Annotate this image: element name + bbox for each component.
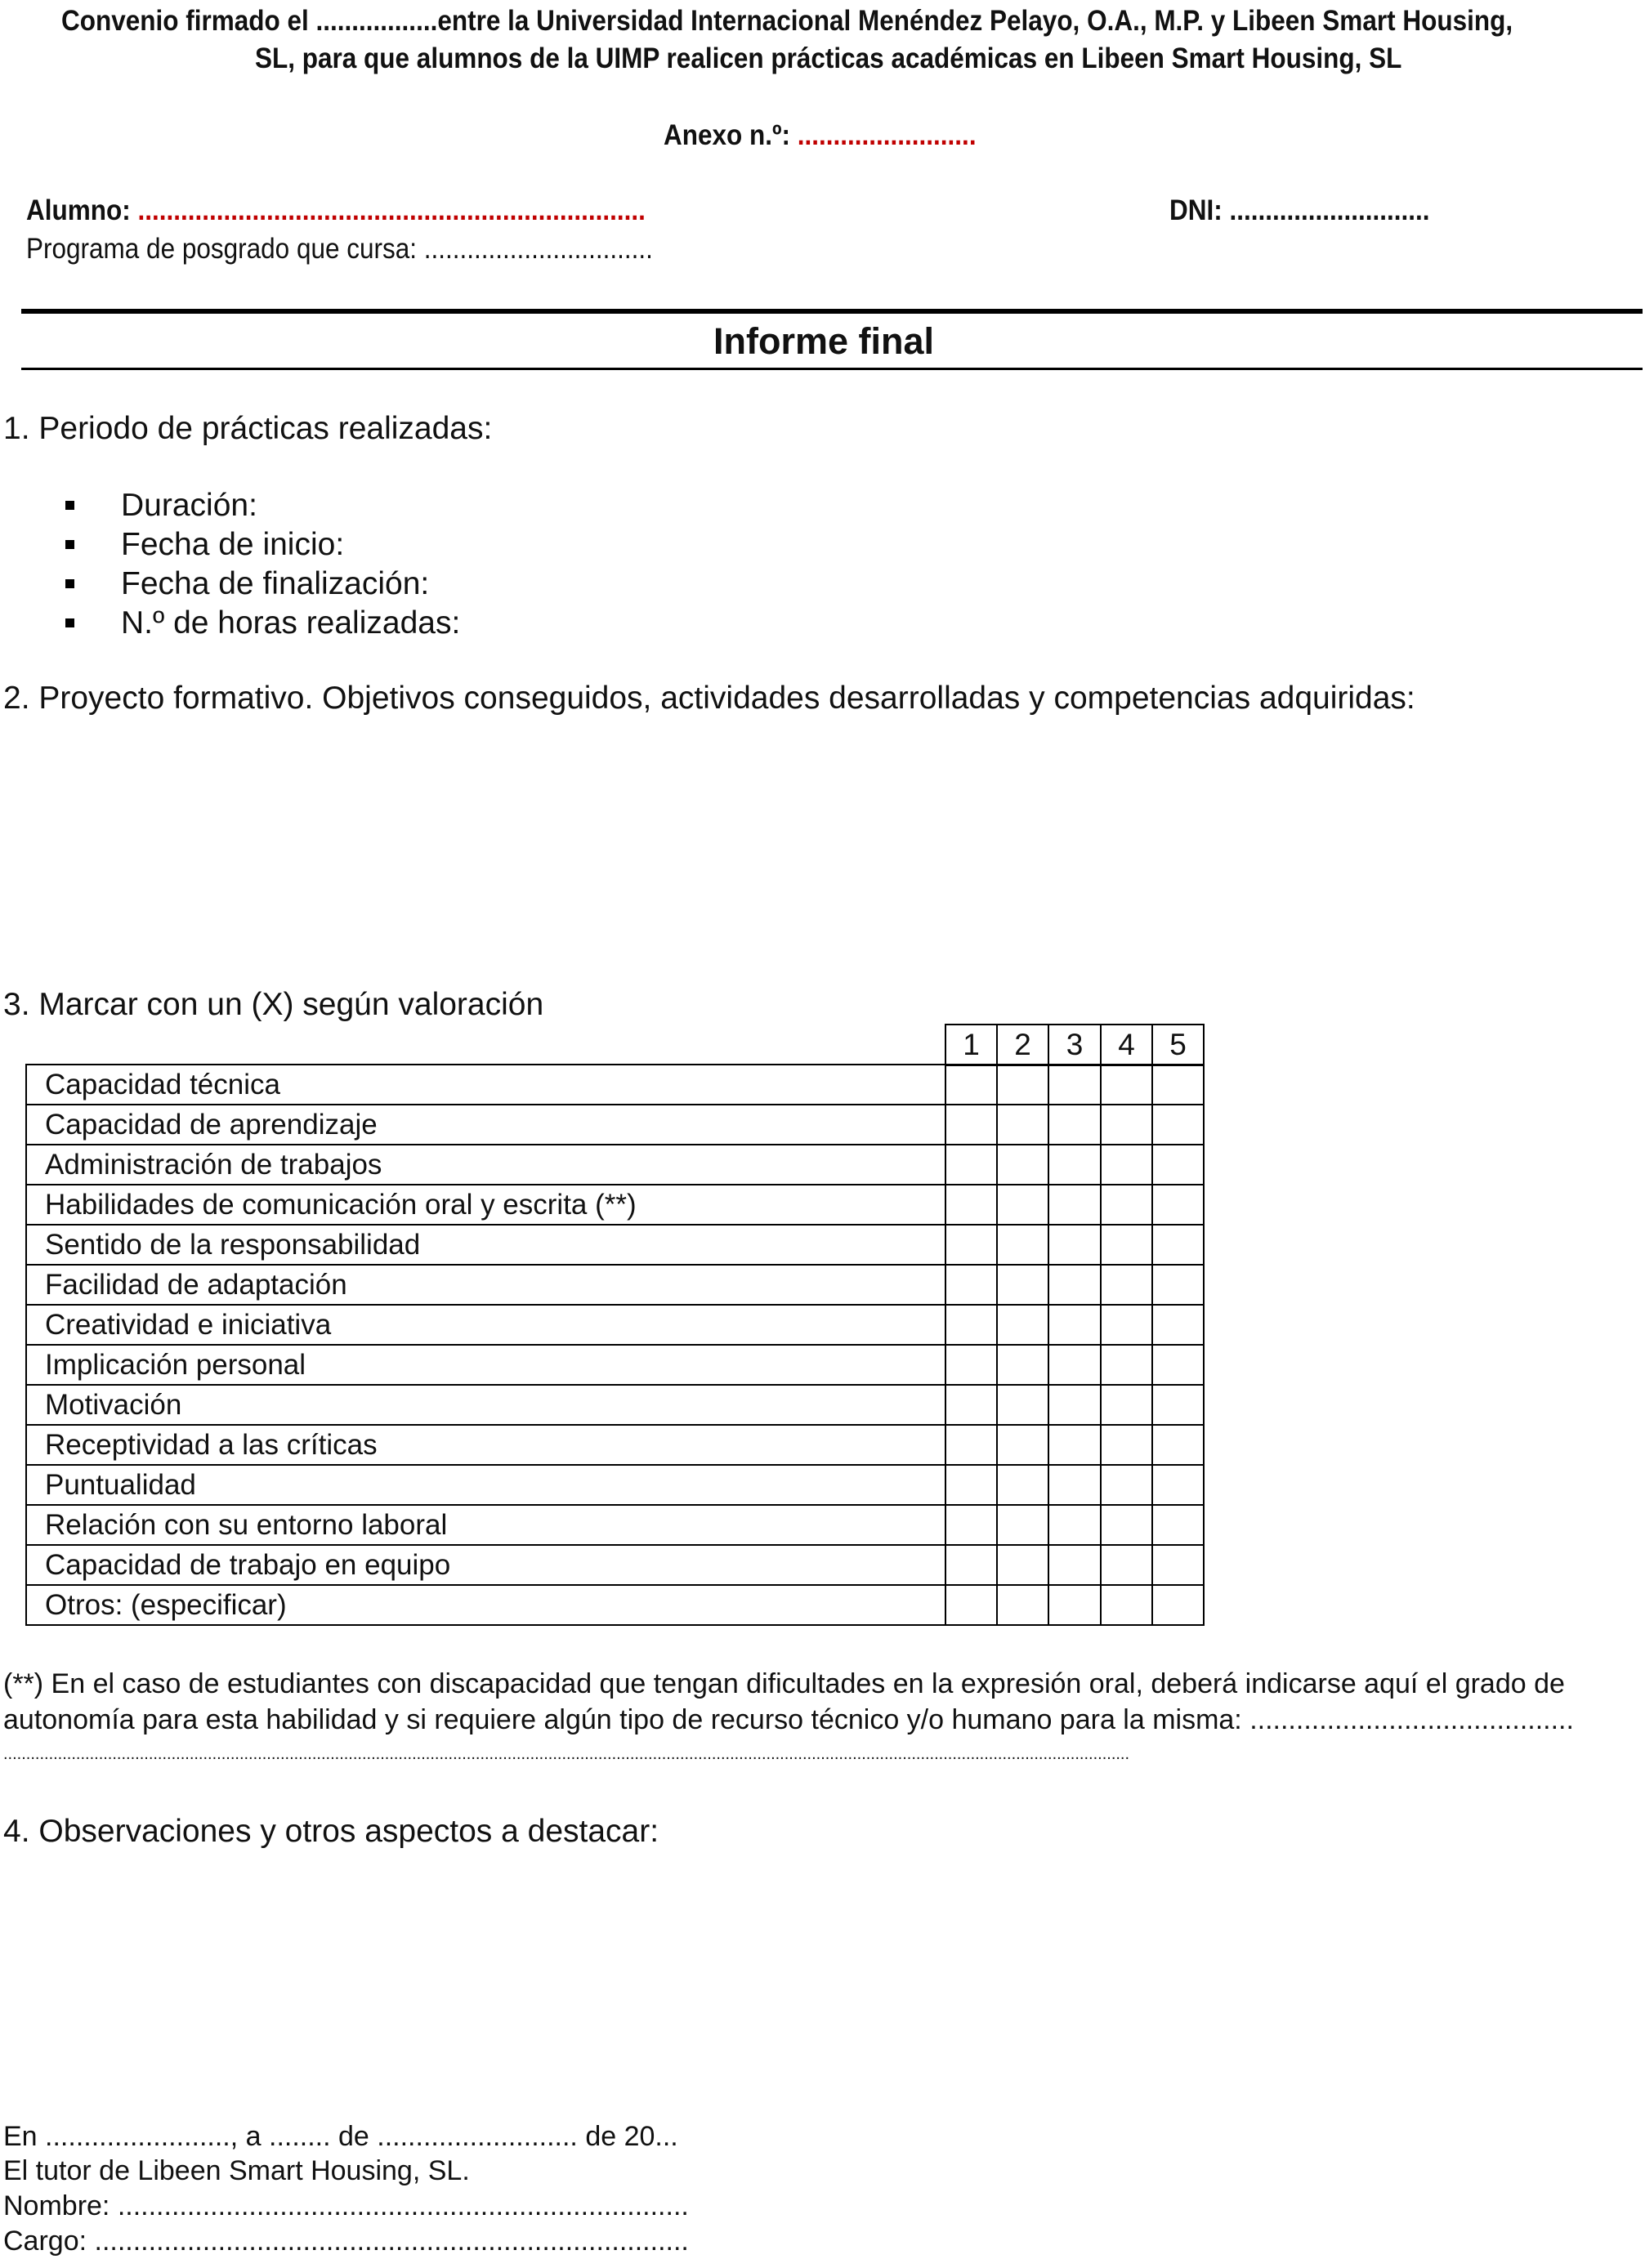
rating-cell-1[interactable]	[945, 1425, 997, 1465]
accessibility-note-line3: ........................................................................................................................................................................................................................................................	[3, 1745, 1130, 1763]
rating-cell-3[interactable]	[1048, 1465, 1101, 1505]
student-line	[26, 194, 646, 227]
rating-cell-1[interactable]	[945, 1065, 997, 1105]
rating-cell-5[interactable]	[1152, 1065, 1204, 1105]
period-duration: Duración:	[121, 488, 257, 523]
period-end-date: Fecha de finalización:	[121, 566, 430, 601]
rating-cell-3[interactable]	[1048, 1505, 1101, 1545]
rating-cell-4[interactable]	[1101, 1065, 1152, 1105]
rating-cell-4[interactable]	[1101, 1225, 1152, 1265]
rating-cell-5[interactable]	[1152, 1545, 1204, 1585]
scale-3: 3	[1048, 1025, 1101, 1065]
student-label: Alumno:	[26, 194, 138, 226]
rating-cell-1[interactable]	[945, 1105, 997, 1145]
rating-cell-2[interactable]	[997, 1145, 1048, 1185]
rating-row	[26, 1345, 1204, 1385]
period-start-date: Fecha de inicio:	[121, 527, 345, 562]
scale-4: 4	[1101, 1025, 1152, 1065]
section3-heading: 3. Marcar con un (X) según valoración	[3, 987, 544, 1022]
rating-cell-3[interactable]	[1048, 1305, 1101, 1345]
agreement-title-line1: Convenio firmado el .................entre la Universidad Internacional Menéndez Pelayo, O.A., M.P. y Libeen Smart Housing,	[61, 5, 1513, 37]
rating-cell-4[interactable]	[1101, 1585, 1152, 1625]
rating-cell-3[interactable]	[1048, 1105, 1101, 1145]
rating-cell-2[interactable]	[997, 1185, 1048, 1225]
annex-line	[664, 119, 977, 152]
rating-cell-2[interactable]	[997, 1225, 1048, 1265]
criterion-label: Administración de trabajos	[26, 1145, 945, 1185]
rating-cell-5[interactable]	[1152, 1505, 1204, 1545]
title-bottom-rule	[21, 368, 1643, 370]
rating-cell-2[interactable]	[997, 1385, 1048, 1425]
rating-cell-4[interactable]	[1101, 1145, 1152, 1185]
rating-cell-3[interactable]	[1048, 1545, 1101, 1585]
rating-cell-1[interactable]	[945, 1345, 997, 1385]
rating-cell-3[interactable]	[1048, 1265, 1101, 1305]
rating-cell-5[interactable]	[1152, 1225, 1204, 1265]
rating-cell-4[interactable]	[1101, 1465, 1152, 1505]
dni-line	[1169, 194, 1430, 227]
rating-cell-1[interactable]	[945, 1545, 997, 1585]
rating-cell-2[interactable]	[997, 1545, 1048, 1585]
rating-cell-5[interactable]	[1152, 1385, 1204, 1425]
criterion-label: Habilidades de comunicación oral y escrita (**)	[26, 1185, 945, 1225]
rating-cell-4[interactable]	[1101, 1185, 1152, 1225]
criterion-label: Relación con su entorno laboral	[26, 1505, 945, 1545]
agreement-title-line2: SL, para que alumnos de la UIMP realicen prácticas académicas en Libeen Smart Housing, SL	[255, 42, 1402, 74]
student-value: .......................................................................	[137, 194, 646, 226]
rating-row	[26, 1465, 1204, 1505]
annex-label: Anexo n.º:	[664, 119, 798, 151]
page-title: Informe final	[713, 320, 935, 362]
dni-label: DNI:	[1169, 194, 1230, 226]
criterion-label: Sentido de la responsabilidad	[26, 1225, 945, 1265]
rating-cell-2[interactable]	[997, 1105, 1048, 1145]
scale-1: 1	[945, 1025, 997, 1065]
criterion-label: Receptividad a las críticas	[26, 1425, 945, 1465]
signature-name: Nombre: ..........................................................................	[3, 2190, 689, 2221]
rating-cell-1[interactable]	[945, 1385, 997, 1425]
rating-cell-5[interactable]	[1152, 1585, 1204, 1625]
rating-cell-1[interactable]	[945, 1225, 997, 1265]
rating-table	[25, 1064, 1205, 1626]
rating-cell-4[interactable]	[1101, 1385, 1152, 1425]
title-top-rule	[21, 309, 1643, 314]
rating-row	[26, 1585, 1204, 1625]
rating-cell-5[interactable]	[1152, 1345, 1204, 1385]
rating-cell-3[interactable]	[1048, 1185, 1101, 1225]
rating-cell-4[interactable]	[1101, 1305, 1152, 1345]
rating-cell-1[interactable]	[945, 1585, 997, 1625]
rating-cell-2[interactable]	[997, 1305, 1048, 1345]
rating-row	[26, 1305, 1204, 1345]
rating-cell-1[interactable]	[945, 1185, 997, 1225]
rating-row	[26, 1425, 1204, 1465]
rating-scale-header	[945, 1024, 1205, 1066]
criterion-label: Capacidad de aprendizaje	[26, 1105, 945, 1145]
criterion-label: Motivación	[26, 1385, 945, 1425]
period-hours: N.º de horas realizadas:	[121, 605, 461, 641]
rating-cell-1[interactable]	[945, 1465, 997, 1505]
bullet-icon	[65, 501, 74, 510]
rating-cell-5[interactable]	[1152, 1185, 1204, 1225]
criterion-label: Implicación personal	[26, 1345, 945, 1385]
rating-cell-5[interactable]	[1152, 1145, 1204, 1185]
rating-row	[26, 1185, 1204, 1225]
program-line: Programa de posgrado que cursa: ................................	[26, 233, 653, 265]
bullet-icon	[65, 540, 74, 549]
criterion-label: Puntualidad	[26, 1465, 945, 1505]
accessibility-note-line1: (**) En el caso de estudiantes con discapacidad que tengan dificultades en la expresión oral, deberá indicarse aquí el grado de	[3, 1668, 1565, 1699]
bullet-icon	[65, 579, 74, 588]
rating-row	[26, 1105, 1204, 1145]
rating-row	[26, 1145, 1204, 1185]
rating-cell-4[interactable]	[1101, 1505, 1152, 1545]
rating-cell-3[interactable]	[1048, 1225, 1101, 1265]
section4-heading: 4. Observaciones y otros aspectos a destacar:	[3, 1814, 659, 1849]
criterion-label: Capacidad de trabajo en equipo	[26, 1545, 945, 1585]
rating-cell-2[interactable]	[997, 1505, 1048, 1545]
rating-cell-2[interactable]	[997, 1065, 1048, 1105]
rating-cell-5[interactable]	[1152, 1105, 1204, 1145]
rating-cell-2[interactable]	[997, 1465, 1048, 1505]
criterion-label: Creatividad e iniciativa	[26, 1305, 945, 1345]
rating-cell-5[interactable]	[1152, 1305, 1204, 1345]
dni-value: ............................	[1229, 194, 1430, 226]
rating-cell-1[interactable]	[945, 1145, 997, 1185]
rating-cell-3[interactable]	[1048, 1425, 1101, 1465]
rating-cell-2[interactable]	[997, 1585, 1048, 1625]
rating-cell-3[interactable]	[1048, 1065, 1101, 1105]
section2-heading: 2. Proyecto formativo. Objetivos conseguidos, actividades desarrolladas y competencias adquiridas:	[3, 681, 1415, 716]
rating-cell-3[interactable]	[1048, 1385, 1101, 1425]
rating-cell-5[interactable]	[1152, 1425, 1204, 1465]
bullet-icon	[65, 618, 74, 627]
rating-cell-1[interactable]	[945, 1305, 997, 1345]
rating-cell-4[interactable]	[1101, 1345, 1152, 1385]
rating-cell-2[interactable]	[997, 1425, 1048, 1465]
annex-value: .........................	[797, 119, 977, 151]
scale-5: 5	[1152, 1025, 1204, 1065]
rating-cell-1[interactable]	[945, 1265, 997, 1305]
rating-cell-3[interactable]	[1048, 1585, 1101, 1625]
rating-row	[26, 1385, 1204, 1425]
rating-cell-5[interactable]	[1152, 1465, 1204, 1505]
rating-cell-3[interactable]	[1048, 1345, 1101, 1385]
accessibility-note-line2: autonomía para esta habilidad y si requiere algún tipo de recurso técnico y/o humano para la misma: ..........................................	[3, 1704, 1574, 1735]
scale-2: 2	[997, 1025, 1048, 1065]
criterion-label: Otros: (especificar)	[26, 1585, 945, 1625]
rating-row	[26, 1065, 1204, 1105]
rating-cell-3[interactable]	[1048, 1145, 1101, 1185]
rating-cell-1[interactable]	[945, 1505, 997, 1545]
criterion-label: Capacidad técnica	[26, 1065, 945, 1105]
rating-cell-4[interactable]	[1101, 1545, 1152, 1585]
criterion-label: Facilidad de adaptación	[26, 1265, 945, 1305]
rating-cell-4[interactable]	[1101, 1425, 1152, 1465]
signature-place-date: En ........................, a ........ de .......................... de 20...	[3, 2121, 678, 2152]
rating-row	[26, 1225, 1204, 1265]
section1-heading: 1. Periodo de prácticas realizadas:	[3, 411, 493, 446]
rating-row	[26, 1545, 1204, 1585]
rating-cell-2[interactable]	[997, 1345, 1048, 1385]
rating-cell-5[interactable]	[1152, 1265, 1204, 1305]
signature-tutor: El tutor de Libeen Smart Housing, SL.	[3, 2155, 470, 2186]
rating-cell-2[interactable]	[997, 1265, 1048, 1305]
rating-cell-4[interactable]	[1101, 1105, 1152, 1145]
rating-row	[26, 1505, 1204, 1545]
rating-cell-4[interactable]	[1101, 1265, 1152, 1305]
signature-position: Cargo: .............................................................................	[3, 2226, 689, 2257]
rating-row	[26, 1265, 1204, 1305]
